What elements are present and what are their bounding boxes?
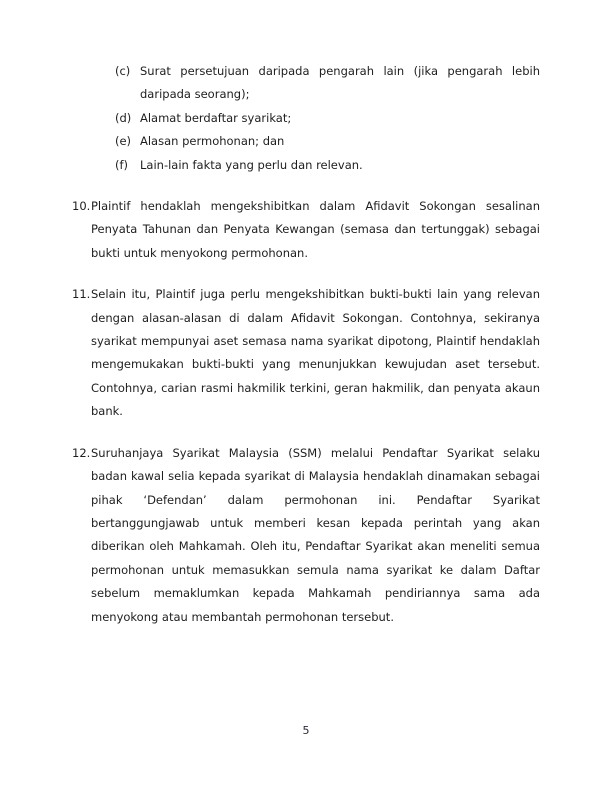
list-item-text: Surat persetujuan daripada pengarah lain (jika pengarah lebih daripada seorang); <box>140 64 540 102</box>
list-item-text: Alamat berdaftar syarikat; <box>140 110 292 125</box>
page-number: 5 <box>302 724 310 737</box>
paragraph-number: 11. <box>72 287 91 302</box>
list-item <box>115 154 540 177</box>
list-item <box>115 130 540 153</box>
paragraph-text: Suruhanjaya Syarikat Malaysia (SSM) melalui Pendaftar Syarikat selaku badan kawal selia kepada syarikat di Malaysia hendaklah dinamakan sebagai pihak ‘Defendan’ dalam permohonan ini. Pendaftar Syarikat bertanggungjawab untuk memberi kesan kepada perintah yang akan diberikan oleh Mahkamah. Oleh itu, Pendaftar Syarikat akan meneliti semua permohonan untuk memasukkan semula nama syarikat ke dalam Daftar sebelum memaklumkan kepada Mahkamah pendiriannya sama ada menyokong atau membantah permohonan tersebut. <box>91 445 540 624</box>
paragraph-number: 12. <box>72 445 91 460</box>
list-item-label: (f) <box>115 157 129 172</box>
numbered-paragraph <box>72 195 540 265</box>
paragraph-number: 10. <box>72 199 91 214</box>
list-item <box>115 107 540 130</box>
document-body <box>72 60 540 629</box>
paragraph-text: Plaintif hendaklah mengekshibitkan dalam Afidavit Sokongan sesalinan Penyata Tahunan dan Penyata Kewangan (semasa dan tertunggak) sebagai bukti untuk menyokong permohonan. <box>91 199 540 260</box>
numbered-paragraph <box>72 283 540 423</box>
paragraph-text: Selain itu, Plaintif juga perlu mengekshibitkan bukti-bukti lain yang relevan dengan alasan-alasan di dalam Afidavit Sokongan. Contohnya, sekiranya syarikat mempunyai aset semasa nama syarikat dipotong, Plaintif hendaklah mengemukakan bukti-bukti yang menunjukkan kewujudan aset tersebut. Contohnya, carian rasmi hakmilik terkini, geran hakmilik, dan penyata akaun bank. <box>91 287 540 419</box>
numbered-paragraph <box>72 442 540 629</box>
sub-item-list <box>115 60 540 177</box>
list-item-label: (c) <box>115 64 131 78</box>
list-item <box>115 60 540 107</box>
list-item-text: Lain-lain fakta yang perlu dan relevan. <box>140 157 363 172</box>
list-item-label: (d) <box>115 110 132 125</box>
list-item-label: (e) <box>115 134 132 149</box>
list-item-text: Alasan permohonan; dan <box>140 134 285 149</box>
